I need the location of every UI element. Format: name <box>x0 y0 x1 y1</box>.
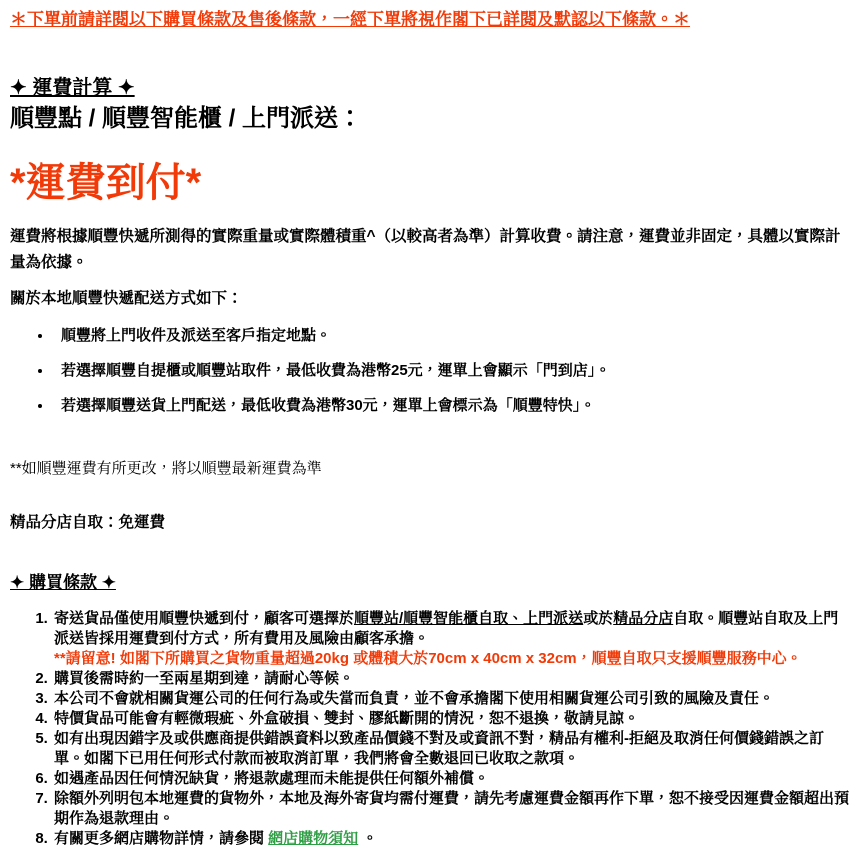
store-pickup-free-note: 精品分店自取：免運費 <box>10 514 166 531</box>
terms-document <box>10 10 853 849</box>
terms-item-1-pickup-options-underlined: 順豐站/順豐智能櫃自取、上門派送 <box>354 610 584 627</box>
local-delivery-intro: 關於本地順豐快遞配送方式如下： <box>10 290 243 307</box>
terms-item-7: 7. 除額外列明包本地運費的貨物外，本地及海外寄貨均需付運費，請先考慮運費金額再作下單，恕不接受因運費金額超出預期作為退款理由。 <box>52 789 853 829</box>
terms-item-8 <box>52 829 853 849</box>
terms-item-1-text: 自取。順豐站自取及上門派送皆採用運費到付方式，所有費用及風險由顧客承擔。 <box>54 610 839 647</box>
terms-item-1-weight-warning: **請留意! 如閣下所購買之貨物重量超過20kg 或體積大於70cm x 40cm x 32cm，順豐自取只支援順豐服務中心。 <box>54 650 802 667</box>
shop-guide-link[interactable]: 網店購物須知 <box>268 830 359 847</box>
freight-calculation-paragraph: 運費將根據順豐快遞所測得的實際重量或實際體積重^（以較高者為準）計算收費。請注意，運費並非固定，具體以實際計量為依據。 <box>10 228 841 271</box>
terms-item-8-text: 有關更多網店購物詳情，請參閱 <box>54 830 269 847</box>
terms-item-3: 3. 本公司不會就相關貨運公司的任何行為或失當而負責，並不會承擔閣下使用相關貨運公司引致的風險及責任。 <box>52 689 853 709</box>
delivery-methods-subheading: 順豐點 / 順豐智能櫃 / 上門派送： <box>10 105 363 132</box>
delivery-method-item: • 若選擇順豐自提櫃或順豐站取件，最低收費為港幣25元，運單上會顯示「門到店」。 <box>53 361 853 380</box>
freight-collect-highlight: *運費到付* <box>10 161 202 205</box>
terms-item-1 <box>52 609 853 669</box>
terms-item-1-text: 寄送貨品僅使用順豐快遞到付，顧客可選擇於 <box>54 610 355 627</box>
freight-change-note: **如順豐運費有所更改，將以順豐最新運費為準 <box>10 460 322 477</box>
shipping-calculation-heading: ✦ 運費計算 ✦ <box>10 77 135 99</box>
terms-item-4: 4. 特價貨品可能會有輕微瑕疵、外盒破損、雙封、膠紙斷開的情況，恕不退換，敬請見諒。 <box>52 709 853 729</box>
purchase-terms-heading: ✦ 購買條款 ✦ <box>10 573 116 592</box>
terms-item-6: 6. 如遇產品因任何情況缺貨，將退款處理而未能提供任何額外補償。 <box>52 769 853 789</box>
terms-item-5: 5. 如有出現因錯字及或供應商提供錯誤資料以致產品價錢不對及或資訊不對，精品有權利-拒絕及取消任何價錢錯誤之訂單。如閣下已用任何形式付款而被取消訂單，我們將會全數退回已收取之款項。 <box>52 729 853 769</box>
delivery-method-item: • 順豐將上門收件及派送至客戶指定地點。 <box>53 326 853 345</box>
purchase-terms-list <box>10 609 853 849</box>
delivery-method-item: • 若選擇順豐送貨上門配送，最低收費為港幣30元，運單上會標示為「順豐特快」。 <box>53 396 853 415</box>
terms-item-2: 2. 購買後需時約一至兩星期到達，請耐心等候。 <box>52 669 853 689</box>
terms-item-8-text: 。 <box>358 830 378 847</box>
pre-order-notice: ＊下單前請詳閱以下購買條款及售後條款，一經下單將視作閣下已詳閱及默認以下條款。＊ <box>10 10 690 29</box>
terms-item-1-text: 或於 <box>583 610 614 627</box>
delivery-methods-list <box>10 326 853 415</box>
terms-item-1-store-underlined: 精品分店 <box>613 610 674 627</box>
